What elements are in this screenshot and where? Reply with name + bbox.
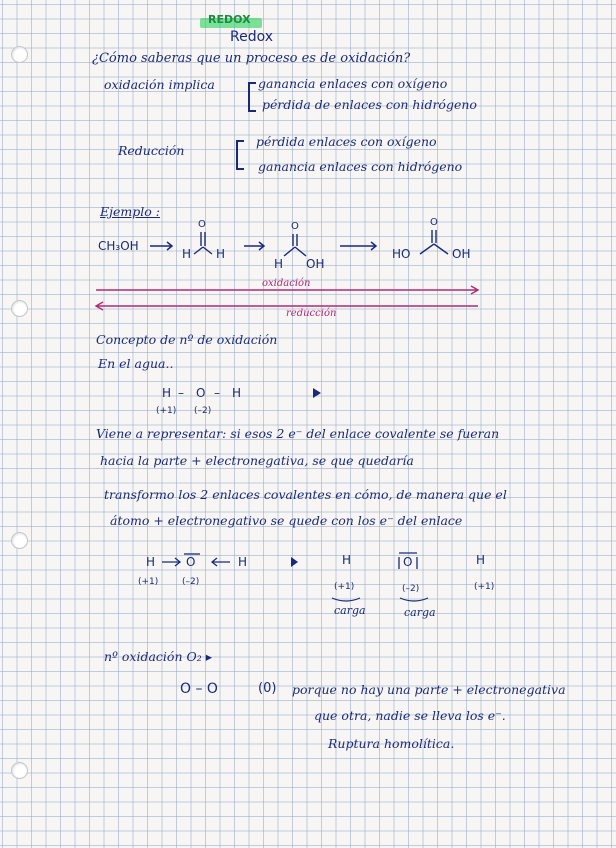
page-title: Redox	[230, 29, 274, 45]
carga-label-2: carga	[404, 606, 436, 619]
formic-OH: OH	[306, 257, 325, 271]
water2-O: O	[186, 555, 196, 569]
water-H2: H	[232, 386, 242, 400]
carbonic-acid-structure	[420, 230, 448, 254]
result-H1: H	[342, 553, 352, 567]
water-O: O	[196, 386, 206, 400]
o2-explain-1: porque no hay una parte + electronegativa	[292, 682, 566, 697]
water-dash-2: –	[214, 386, 220, 400]
arrow-marker-2	[291, 557, 298, 567]
result-ox-O: (–2)	[402, 584, 420, 594]
o2-explain-2: que otra, nadie se lleva los e⁻.	[314, 708, 506, 723]
charge-braces	[332, 598, 428, 601]
formic-acid-structure	[284, 234, 306, 256]
oxidation-label: oxidación implica	[104, 77, 215, 92]
result-ox-H2: (+1)	[474, 582, 495, 592]
formic-H: H	[274, 257, 284, 271]
formaldehyde-H-right: H	[216, 247, 226, 261]
o2-value: (0)	[258, 681, 277, 696]
oxidation-item-1: ganancia enlaces con oxígeno	[258, 76, 448, 91]
explain-line-2: hacia la parte + electronegativa, se que quedaría	[100, 453, 414, 468]
formaldehyde-O: O	[198, 219, 206, 230]
water2-ox-H1: (+1)	[138, 577, 159, 587]
highlight-text: REDOX	[208, 13, 251, 26]
formic-O: O	[291, 221, 299, 232]
example-label: Ejemplo :	[100, 204, 160, 219]
carga-label-1: carga	[334, 604, 366, 617]
arrow-marker-1	[313, 388, 321, 398]
o2-molecule: O – O	[180, 681, 218, 697]
water-H1: H	[162, 386, 172, 400]
reduction-item-1: pérdida enlaces con oxígeno	[256, 134, 437, 149]
explain-line-4: átomo + electronegativo se quede con los e⁻ del enlace	[110, 513, 463, 528]
water-ox-O: (–2)	[194, 406, 212, 416]
carbonic-OH: OH	[452, 247, 471, 261]
reduction-arrow-label: reducción	[286, 308, 337, 319]
water2-ox-O: (–2)	[182, 577, 200, 587]
o2-explain-3: Ruptura homolítica.	[328, 736, 455, 751]
result-H2: H	[476, 553, 486, 567]
explain-line-3: transformo los 2 enlaces covalentes en cómo, de manera que el	[104, 487, 507, 502]
water-dash-1: –	[178, 386, 184, 400]
reduction-item-2: ganancia enlaces con hidrógeno	[258, 159, 463, 174]
result-O: O	[403, 555, 413, 569]
water-intro: En el agua..	[98, 356, 174, 371]
o2-label: nº oxidación O₂ ▸	[104, 649, 212, 664]
carbonic-HO: HO	[392, 247, 411, 261]
oxidation-arrow-label: oxidación	[262, 278, 311, 289]
water2-H1: H	[146, 555, 156, 569]
formaldehyde-structure	[194, 232, 212, 254]
formaldehyde-H-left: H	[182, 247, 192, 261]
concept-heading: Concepto de nº de oxidación	[96, 332, 278, 347]
result-ox-H1: (+1)	[334, 582, 355, 592]
water-ox-H: (+1)	[156, 406, 177, 416]
carbonic-O: O	[430, 217, 438, 228]
question-text: ¿Cómo saberas que un proceso es de oxidación?	[92, 51, 411, 66]
methanol: CH₃OH	[98, 239, 139, 253]
oxidation-item-2: pérdida de enlaces con hidrógeno	[262, 97, 477, 112]
electron-shift-arrows	[162, 553, 417, 569]
water2-H2: H	[238, 555, 248, 569]
explain-line-1: Viene a representar: si esos 2 e⁻ del enlace covalente se fueran	[96, 426, 500, 441]
reduction-label: Reducción	[118, 143, 185, 158]
